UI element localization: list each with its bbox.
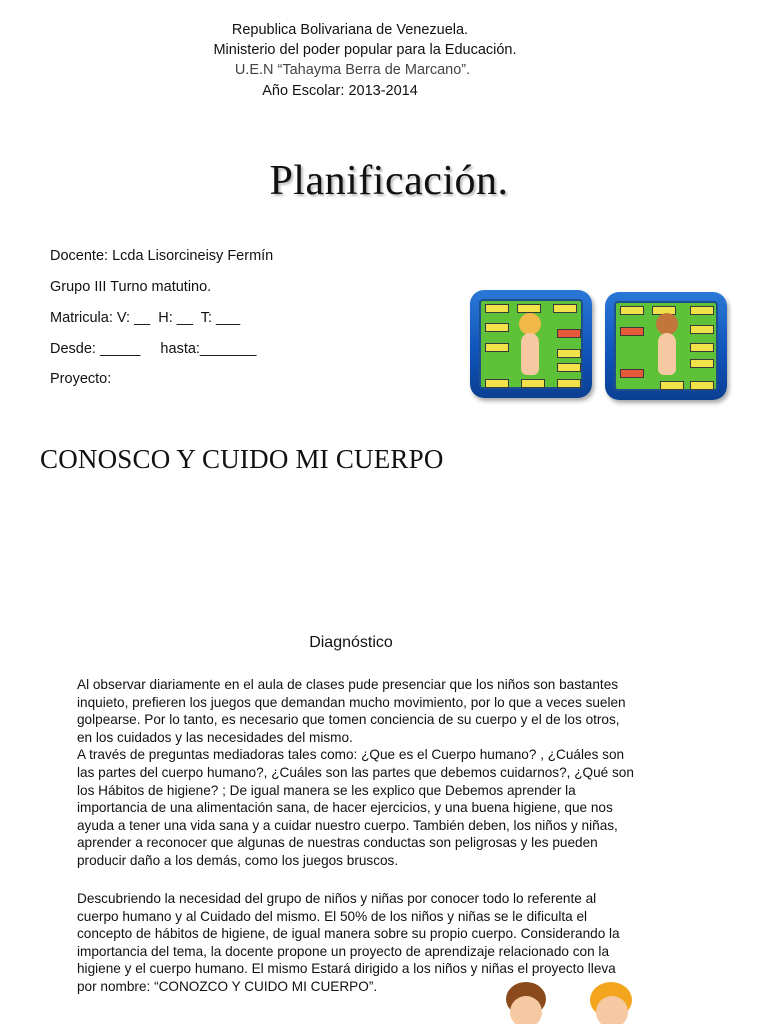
boy-body-board bbox=[605, 292, 727, 400]
girl-body-board bbox=[470, 290, 592, 398]
header-school-year: Año Escolar: 2013-2014 bbox=[262, 83, 418, 99]
project-name: CONOSCO Y CUIDO MI CUERPO bbox=[40, 444, 444, 474]
date-range-line: Desde: _____ hasta:_______ bbox=[50, 341, 257, 357]
header-country: Republica Bolivariana de Venezuela. bbox=[231, 22, 469, 38]
diagnosis-paragraph-1: Al observar diariamente en el aula de clases pude presenciar que los niños son bastantes inquieto, prefieren los juegos que demandan mucho movimiento, por lo que a veces suelen golpearse. Por lo tanto, es necesario que tomen conciencia de su cuerpo y el de los otros, en los cuidados y las necesidades del mismo. A través de preguntas mediadoras tales como: ¿Que es el Cuerpo humano? , ¿Cuáles son las partes del cuerpo humano?, ¿Cuáles son las partes que debemos cuidarnos?, ¿Qué son los Hábitos de higiene? ; De igual manera se les explico que Debemos aprender la importancia de una alimentación sana, de hacer ejercicios, y una buena higiene, que nos ayuda a tener una vida sana y a cuidar nuestro cuerpo. También deben, los niños y niñas, aprender a reconocer que algunas de nuestras conductas son peligrosas y les pueden producir daño a los demás, como los juegos bruscos. bbox=[77, 677, 634, 868]
enrollment-line: Matricula: V: __ H: __ T: ___ bbox=[50, 310, 241, 326]
diagnosis-heading: Diagnóstico bbox=[309, 634, 393, 651]
project-label: Proyecto: bbox=[50, 371, 112, 387]
children-illustration bbox=[500, 982, 660, 1024]
diagnosis-paragraph-2: Descubriendo la necesidad del grupo de niños y niñas por conocer todo lo referente al cuerpo humano y al Cuidado del mismo. El 50% de los niños y niñas se le dificulta el concepto de hábitos de higiene, de igual manera sobre su propio cuerpo. Considerando la importancia del tema, la docente propone un proyecto de aprendizaje relacionado con la higiene y el cuerpo humano. El mismo Estará dirigido a los niños y niñas el proyecto lleva por nombre: “CONOZCO Y CUIDO MI CUERPO”. bbox=[77, 891, 620, 994]
body-parts-illustration bbox=[470, 290, 732, 402]
page-title: Planificación. bbox=[269, 158, 509, 204]
teacher-line: Docente: Lcda Lisorcineisy Fermín bbox=[50, 248, 274, 264]
girl-face bbox=[596, 996, 628, 1024]
header-ministry: Ministerio del poder popular para la Educación. bbox=[213, 42, 517, 58]
boy-face bbox=[510, 996, 542, 1024]
header-school: U.E.N “Tahayma Berra de Marcano”. bbox=[234, 62, 471, 78]
group-line: Grupo III Turno matutino. bbox=[50, 279, 212, 295]
